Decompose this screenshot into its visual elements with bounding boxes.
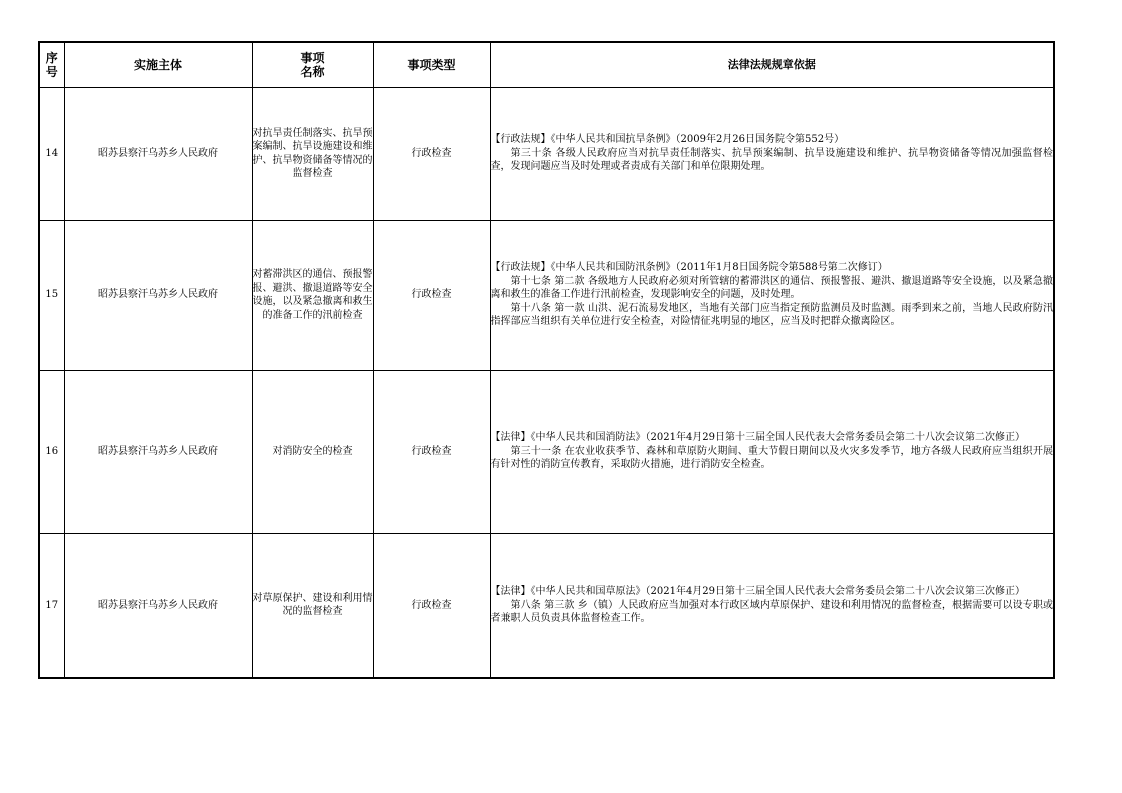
header-row	[39, 42, 1054, 87]
table-row	[39, 533, 1054, 678]
row-basis	[490, 370, 1054, 533]
basis-source: 【行政法规】《中华人民共和国防汛条例》（2011年1月8日国务院令第588号第二次修订）	[490, 262, 888, 274]
table-row	[39, 220, 1054, 370]
basis-article: 第十七条 第二款 各级地方人民政府必须对所管辖的蓄滞洪区的通信、预报警报、避洪、撤退道路等安全设施，以及紧急撤离和救生的准备工作进行汛前检查，发现影响安全的问题，及时处理。	[490, 275, 1053, 301]
regulation-table	[38, 41, 1055, 679]
table-row	[39, 370, 1054, 533]
table-row	[39, 87, 1054, 220]
row-seq: 14	[39, 87, 64, 220]
basis-article: 第八条 第三款 乡（镇）人民政府应当加强对本行政区域内草原保护、建设和利用情况的监督检查，根据需要可以设专职或者兼职人员负责具体监督检查工作。	[490, 599, 1053, 624]
header-subject: 实施主体	[64, 42, 252, 87]
basis-source: 【行政法规】《中华人民共和国抗旱条例》（2009年2月26日国务院令第552号）	[490, 134, 845, 146]
basis-source: 【法律】《中华人民共和国草原法》（2021年4月29日第十三届全国人民代表大会常务委员会第二十八次会议第三次修正）	[490, 586, 1026, 597]
row-item-name: 对抗旱责任制落实、抗旱预案编制、抗旱设施建设和维护、抗旱物资储备等情况的监督检查	[252, 87, 373, 220]
basis-article: 第三十条 各级人民政府应当对抗旱责任制落实、抗旱预案编制、抗旱设施建设和维护、抗旱物资储备等情况加强监督检查，发现问题应当及时处理或者责成有关部门和单位限期处理。	[490, 147, 1053, 173]
row-item-name: 对消防安全的检查	[252, 370, 373, 533]
row-item-type: 行政检查	[373, 220, 490, 370]
row-item-type: 行政检查	[373, 87, 490, 220]
header-seq: 序号	[39, 42, 64, 87]
basis-source: 【法律】《中华人民共和国消防法》（2021年4月29日第十三届全国人民代表大会常务委员会第二十八次会议第二次修正）	[490, 432, 1026, 444]
row-seq: 17	[39, 533, 64, 678]
row-subject: 昭苏县察汗乌苏乡人民政府	[64, 370, 252, 533]
row-item-name: 对蓄滞洪区的通信、预报警报、避洪、撤退道路等安全设施，以及紧急撤离和救生的准备工作的汛前检查	[252, 220, 373, 370]
row-basis	[490, 533, 1054, 678]
basis-article: 第三十一条 在农业收获季节、森林和草原防火期间、重大节假日期间以及火灾多发季节，地方各级人民政府应当组织开展有针对性的消防宣传教育，采取防火措施，进行消防安全检查。	[490, 445, 1053, 471]
row-item-type: 行政检查	[373, 370, 490, 533]
row-subject: 昭苏县察汗乌苏乡人民政府	[64, 220, 252, 370]
row-item-name: 对草原保护、建设和利用情况的监督检查	[252, 533, 373, 678]
header-basis: 法律法规规章依据	[490, 42, 1054, 87]
row-item-type: 行政检查	[373, 533, 490, 678]
row-basis	[490, 87, 1054, 220]
row-seq: 16	[39, 370, 64, 533]
row-subject: 昭苏县察汗乌苏乡人民政府	[64, 533, 252, 678]
row-subject: 昭苏县察汗乌苏乡人民政府	[64, 87, 252, 220]
header-item-type: 事项类型	[373, 42, 490, 87]
row-basis	[490, 220, 1054, 370]
row-seq: 15	[39, 220, 64, 370]
header-item-name: 事项名称	[252, 42, 373, 87]
basis-article: 第十八条 第一款 山洪、泥石流易发地区，当地有关部门应当指定预防监测员及时监测。雨季到来之前，当地人民政府防汛指挥部应当组织有关单位进行安全检查，对险情征兆明显的地区，应当及时把群众撤离险区。	[490, 302, 1053, 328]
